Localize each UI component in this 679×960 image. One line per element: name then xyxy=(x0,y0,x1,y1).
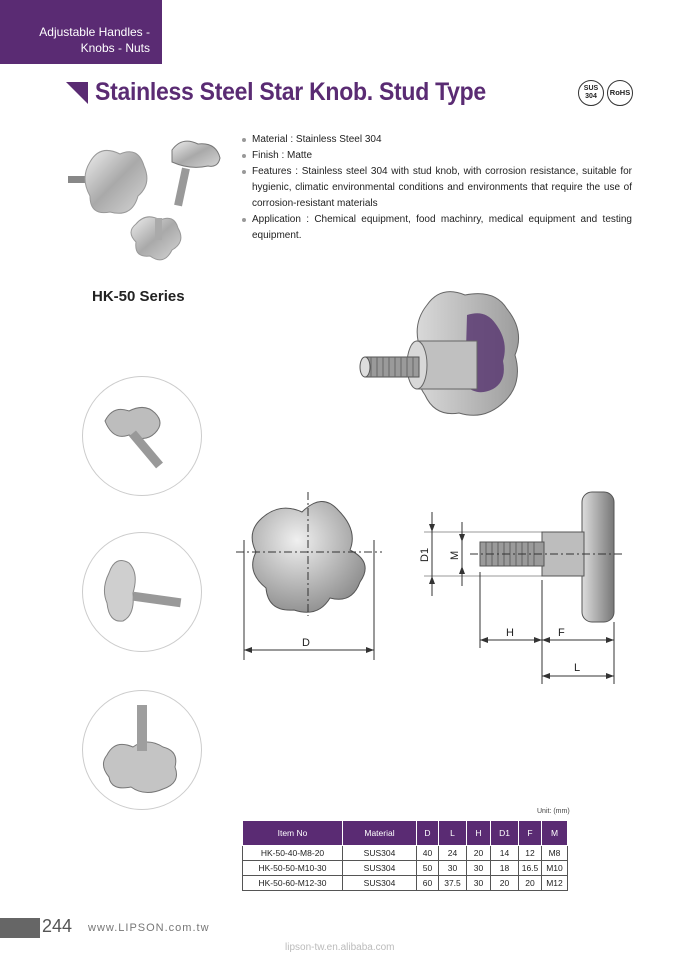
front-view-drawing xyxy=(232,488,392,660)
feature-features: Features : Stainless steel 304 with stud knob, with corrosion resistance, suitable for hygienic, climatic environmental conditions and environments that require the use of corrosion-resistant materials xyxy=(242,164,632,212)
category-line-2: Knobs - Nuts xyxy=(80,41,150,55)
category-line-1: Adjustable Handles - xyxy=(39,25,150,39)
dim-label-d: D xyxy=(302,637,310,649)
watermark: lipson-tw.en.alibaba.com xyxy=(285,942,395,953)
page-title: Stainless Steel Star Knob. Stud Type xyxy=(95,78,486,106)
unit-label: Unit: (mm) xyxy=(537,808,570,815)
title-marker xyxy=(66,82,88,104)
table-row: HK-50-60-M12-30 SUS304 60 37.5 30 20 20 M12 xyxy=(243,876,568,891)
knob-1 xyxy=(85,150,147,213)
header-material: Material xyxy=(343,821,417,846)
series-name: HK-50 Series xyxy=(92,288,185,305)
dim-label-d1: D1 xyxy=(419,547,431,562)
category-label xyxy=(0,24,150,56)
product-photo xyxy=(60,132,230,272)
dim-label-m: M xyxy=(449,550,461,560)
page-number: 244 xyxy=(42,916,73,936)
dim-label-f: F xyxy=(558,627,565,639)
feature-list xyxy=(242,132,632,244)
photo-circle-3 xyxy=(82,690,202,810)
header-d1: D1 xyxy=(491,821,519,846)
header-m: M xyxy=(542,821,568,846)
dim-label-h: H xyxy=(506,627,514,639)
header-d: D xyxy=(417,821,439,846)
table-row: HK-50-40-M8-20 SUS304 40 24 20 14 12 M8 xyxy=(243,846,568,861)
thread xyxy=(365,357,419,377)
cutaway-render xyxy=(355,285,530,425)
dim-label-l: L xyxy=(574,662,581,674)
stud-2 xyxy=(174,168,190,207)
feature-material: Material : Stainless Steel 304 xyxy=(242,132,632,148)
header-h: H xyxy=(467,821,491,846)
knob-2 xyxy=(172,141,220,167)
header-f: F xyxy=(519,821,542,846)
side-view-drawing xyxy=(410,488,625,686)
footer-bar xyxy=(0,918,40,938)
table-header-row xyxy=(243,821,568,846)
photo-circle-2 xyxy=(82,532,202,652)
feature-application: Application : Chemical equipment, food machinry, medical equipment and testing equipment. xyxy=(242,212,632,244)
table-row: HK-50-50-M10-30 SUS304 50 30 30 18 16.5 M10 xyxy=(243,861,568,876)
header-l: L xyxy=(439,821,467,846)
header-item-no: Item No xyxy=(243,821,343,846)
feature-finish: Finish : Matte xyxy=(242,148,632,164)
stud-3 xyxy=(155,218,162,240)
website-link[interactable]: www.LIPSON.com.tw xyxy=(88,922,210,934)
spec-table xyxy=(242,820,568,891)
sus304-badge: SUS 304 xyxy=(578,80,604,106)
rohs-badge: RoHS xyxy=(607,80,633,106)
photo-circle-1 xyxy=(82,376,202,496)
